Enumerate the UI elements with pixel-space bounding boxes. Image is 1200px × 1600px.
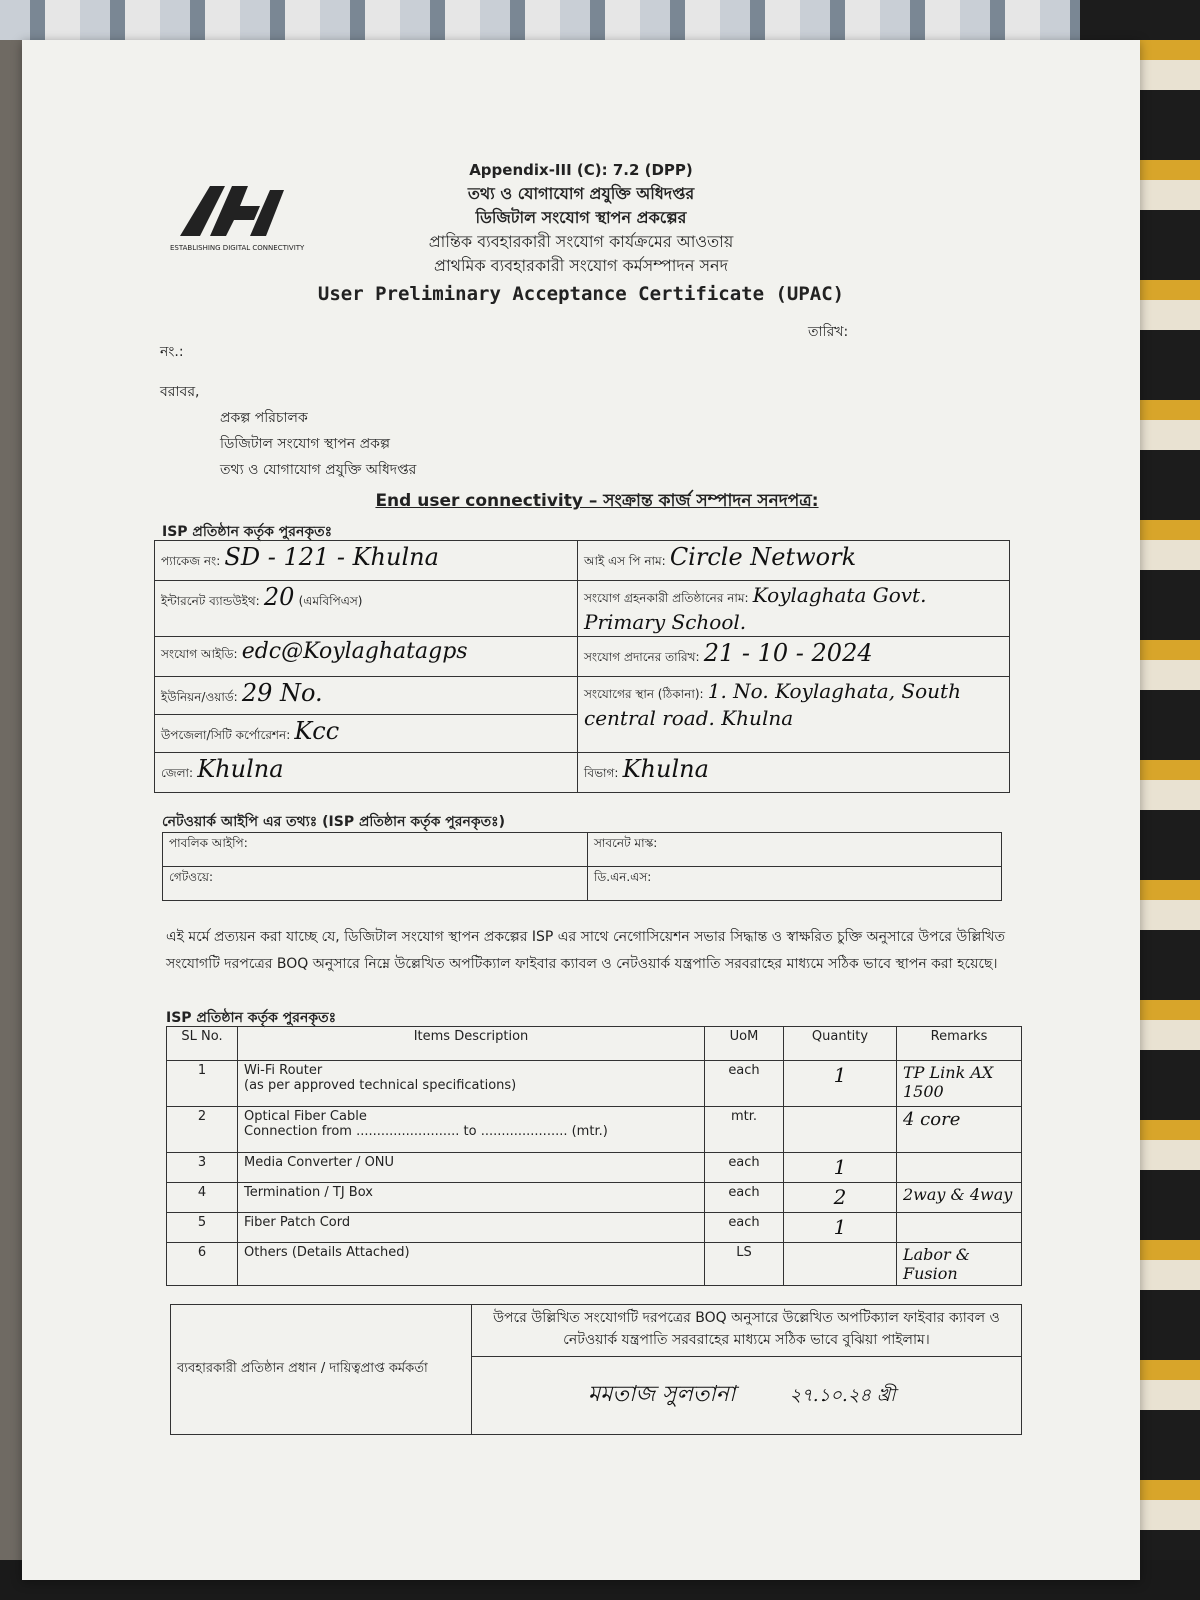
table-row: [167, 1183, 1022, 1213]
row-remarks: 2way & 4way: [897, 1183, 1022, 1213]
row-desc: Fiber Patch Cord: [238, 1213, 705, 1243]
table-row: [167, 1107, 1022, 1153]
isp-name-value: Circle Network: [669, 543, 857, 571]
connectivity-cert-title: End user connectivity – সংক্রান্ত কার্জ সম্পাদন সনদপত্র:: [375, 491, 819, 511]
isp-section-label: ISP প্রতিষ্ঠান কর্তৃক পুরনকৃতঃ: [162, 524, 333, 540]
signature: মমতাজ সুলতানা: [588, 1382, 736, 1407]
row-remarks: Labor & Fusion: [897, 1243, 1022, 1286]
row-sl: 6: [167, 1243, 238, 1286]
connection-date-value: 21 - 10 - 2024: [703, 639, 873, 667]
row-remarks: [897, 1153, 1022, 1183]
institution-label: সংযোগ গ্রহনকারী প্রতিষ্ঠানের নাম:: [584, 591, 749, 605]
table-row: [167, 1213, 1022, 1243]
address-line-1: প্রকল্প পরিচালক: [220, 410, 308, 426]
row-remarks: 4 core: [897, 1107, 1022, 1153]
row-desc-detail: Connection from ......................... to ..................... (mtr.): [244, 1124, 608, 1139]
items-header-row: [167, 1027, 1022, 1061]
row-qty: 1: [784, 1213, 897, 1243]
union-label: ইউনিয়ন/ওয়ার্ড:: [161, 690, 238, 704]
appendix-ref: Appendix-III (C): 7.2 (DPP): [469, 161, 693, 179]
row-desc-detail: (as per approved technical specifications): [244, 1078, 517, 1093]
salutation: বরাবর,: [160, 384, 200, 400]
connection-info-table: [154, 540, 1010, 793]
institution-value: Koylaghata Govt. Primary School.: [584, 583, 927, 634]
public-ip-label: পাবলিক আইপি:: [163, 833, 588, 867]
table-row: [167, 1153, 1022, 1183]
row-uom: each: [705, 1213, 784, 1243]
row-sl: 4: [167, 1183, 238, 1213]
row-qty: 2: [784, 1183, 897, 1213]
row-qty: [784, 1243, 897, 1286]
dns-label: ডি.এন.এস:: [588, 867, 1002, 901]
ref-no-label: নং.:: [160, 344, 184, 360]
document-page: [22, 40, 1140, 1580]
row-desc: Wi-Fi Router: [244, 1063, 323, 1078]
network-section-label: নেটওয়ার্ক আইপি এর তথ্যঃ (ISP প্রতিষ্ঠান কর্তৃক পুরনকৃতঃ): [162, 814, 506, 830]
division-value: Khulna: [622, 755, 709, 783]
col-quantity: Quantity: [784, 1027, 897, 1061]
row-qty: 1: [784, 1153, 897, 1183]
connection-id-label: সংযোগ আইডি:: [161, 647, 238, 661]
row-desc: Optical Fiber Cable: [244, 1109, 367, 1124]
col-uom: UoM: [705, 1027, 784, 1061]
certification-paragraph: এই মর্মে প্রত্যয়ন করা যাচ্ছে যে, ডিজিটাল সংযোগ স্থাপন প্রকল্পের ISP এর সাথে নেগোসিয়েশন সভার সিদ্ধান্ত ও স্বাক্ষরিত চুক্তি অনুসারে উপরে উল্লিখিত সংযোগটি দরপত্রের BOQ অনুসারে নিম্নে উল্লেখিত অপটিক্যাল ফাইবার ক্যাবল ও নেটওয়ার্ক যন্ত্রপাতি সরবরাহের মাধ্যমে সঠিক ভাবে স্থাপন করা হয়েছে।: [166, 929, 1006, 972]
isp-name-label: আই এস পি নাম:: [584, 554, 666, 568]
row-uom: each: [705, 1183, 784, 1213]
acknowledger-label: ব্যবহারকারী প্রতিষ্ঠান প্রধান / দায়িত্বপ্রাপ্ত কর্মকর্তা: [171, 1305, 472, 1435]
union-value: 29 No.: [241, 679, 323, 707]
division-label: বিভাগ:: [584, 766, 619, 780]
acknowledgement-table: [170, 1304, 1022, 1435]
col-description: Items Description: [238, 1027, 705, 1061]
row-sl: 5: [167, 1213, 238, 1243]
row-qty: [784, 1107, 897, 1153]
logo-subtitle: ESTABLISHING DIGITAL CONNECTIVITY: [170, 244, 305, 252]
gateway-label: গেটওয়ে:: [163, 867, 588, 901]
location-label: সংযোগের স্থান (ঠিকানা):: [584, 687, 704, 701]
package-label: প্যাকেজ নং:: [161, 554, 221, 568]
package-value: SD - 121 - Khulna: [224, 543, 439, 571]
background-top: [0, 0, 1200, 40]
date-label: তারিখ:: [808, 324, 849, 340]
row-desc: Others (Details Attached): [238, 1243, 705, 1286]
network-info-table: [162, 832, 1002, 901]
district-label: জেলা:: [161, 766, 194, 780]
header-line-2: ডিজিটাল সংযোগ স্থাপন প্রকল্পের: [475, 208, 687, 227]
items-section-label: ISP প্রতিষ্ঠান কর্তৃক পুরনকৃতঃ: [166, 1010, 337, 1026]
col-remarks: Remarks: [897, 1027, 1022, 1061]
row-uom: each: [705, 1153, 784, 1183]
header-line-1: তথ্য ও যোগাযোগ প্রযুক্তি অধিদপ্তর: [467, 184, 695, 203]
row-remarks: TP Link AX 1500: [897, 1061, 1022, 1107]
bandwidth-label: ইন্টারনেট ব্যান্ডউইথ:: [161, 594, 260, 608]
row-uom: LS: [705, 1243, 784, 1286]
col-sl: SL No.: [167, 1027, 238, 1061]
row-desc: Media Converter / ONU: [238, 1153, 705, 1183]
bandwidth-value: 20: [263, 583, 295, 611]
subnet-mask-label: সাবনেট মাস্ক:: [588, 833, 1002, 867]
header-line-4: প্রাথমিক ব্যবহারকারী সংযোগ কর্মসম্পাদন সনদ: [434, 256, 728, 275]
table-row: [167, 1243, 1022, 1286]
row-uom: each: [705, 1061, 784, 1107]
connection-date-label: সংযোগ প্রদানের তারিখ:: [584, 650, 700, 664]
row-sl: 1: [167, 1061, 238, 1107]
location-value: 1. No. Koylaghata, South central road. Khulna: [584, 679, 961, 730]
row-remarks: [897, 1213, 1022, 1243]
row-uom: mtr.: [705, 1107, 784, 1153]
acknowledgement-statement: উপরে উল্লিখিত সংযোগটি দরপত্রের BOQ অনুসারে উল্লেখিত অপটিক্যাল ফাইবার ক্যাবল ও নেটওয়ার্ক যন্ত্রপাতি সরবরাহের মাধ্যমে সঠিক ভাবে বুঝিয়া পাইলাম।: [472, 1305, 1022, 1357]
items-table: [166, 1026, 1022, 1286]
row-desc: Termination / TJ Box: [238, 1183, 705, 1213]
table-row: [167, 1061, 1022, 1107]
connection-id-value: edc@Koylaghatagps: [241, 639, 468, 664]
row-sl: 2: [167, 1107, 238, 1153]
document-header: [22, 158, 1140, 306]
signature-date: ২৭.১০.২৪ খ্রী: [789, 1385, 896, 1406]
upazila-value: Kcc: [294, 717, 340, 745]
district-value: Khulna: [197, 755, 284, 783]
row-sl: 3: [167, 1153, 238, 1183]
bandwidth-unit: (এমবিপিএস): [298, 594, 363, 608]
certificate-title: User Preliminary Acceptance Certificate (UPAC): [317, 283, 845, 305]
address-line-2: ডিজিটাল সংযোগ স্থাপন প্রকল্প: [220, 436, 390, 452]
header-line-3: প্রান্তিক ব্যবহারকারী সংযোগ কার্যক্রমের আওতায়: [428, 232, 734, 251]
upazila-label: উপজেলা/সিটি কর্পোরেশন:: [161, 728, 291, 742]
address-line-3: তথ্য ও যোগাযোগ প্রযুক্তি অধিদপ্তর: [220, 462, 417, 478]
row-qty: 1: [784, 1061, 897, 1107]
